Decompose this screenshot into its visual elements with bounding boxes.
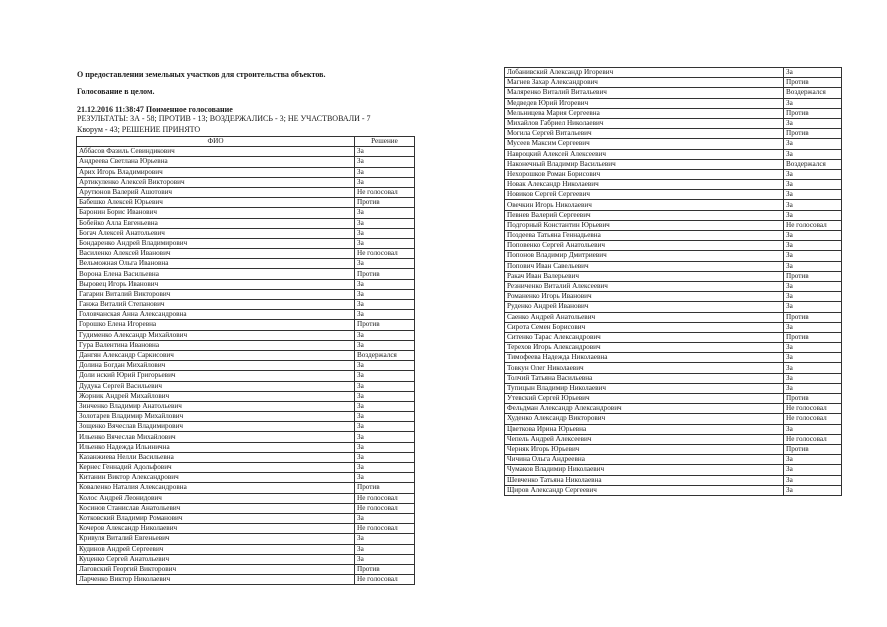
- vote-decision: Против: [784, 394, 842, 404]
- deputy-name: Гура Валентина Ивановна: [77, 340, 355, 350]
- vote-decision: Против: [355, 320, 415, 330]
- deputy-name: Товкун Олег Николаевич: [505, 363, 784, 373]
- vote-decision: Против: [784, 129, 842, 139]
- table-row: [77, 310, 415, 320]
- deputy-name: Бобейко Алла Евгеньевна: [77, 218, 355, 228]
- table-row: [505, 129, 842, 139]
- table-row: [505, 373, 842, 383]
- vote-decision: Против: [784, 271, 842, 281]
- table-row: [505, 139, 842, 149]
- deputy-name: Ильенко Вячеслав Михайлович: [77, 432, 355, 442]
- deputy-name: Кудинов Андрей Сергеевич: [77, 544, 355, 554]
- vote-decision: За: [784, 373, 842, 383]
- table-row: [77, 381, 415, 391]
- deputy-name: Доли нский Юрий Григорьевич: [77, 371, 355, 381]
- deputy-name: Тупицын Владимир Николаевич: [505, 383, 784, 393]
- vote-decision: Не голосовал: [355, 524, 415, 534]
- vote-decision: За: [355, 371, 415, 381]
- deputy-name: Певнев Валерий Сергеевич: [505, 210, 784, 220]
- table-row: [77, 534, 415, 544]
- deputy-name: Романенко Игорь Иванович: [505, 292, 784, 302]
- table-row: [505, 444, 842, 454]
- vote-decision: За: [355, 554, 415, 564]
- vote-decision: Против: [355, 269, 415, 279]
- vote-decision: Против: [784, 312, 842, 322]
- table-header-row: [77, 137, 415, 147]
- table-row: [505, 475, 842, 485]
- table-row: [505, 241, 842, 251]
- vote-decision: Против: [784, 78, 842, 88]
- deputy-name: Кривуля Виталий Евгеньевич: [77, 534, 355, 544]
- deputy-name: Кочеров Александр Николаевич: [77, 524, 355, 534]
- deputy-name: Арутюнов Валерий Ашотович: [77, 187, 355, 197]
- column-header-name: ФИО: [77, 137, 355, 147]
- vote-decision: Не голосовал: [355, 187, 415, 197]
- deputy-name: Ситенко Тарас Александрович: [505, 332, 784, 342]
- vote-decision: За: [355, 463, 415, 473]
- vote-decision: За: [355, 513, 415, 523]
- deputy-name: Попонов Владимир Дмитриевич: [505, 251, 784, 261]
- vote-decision: За: [355, 177, 415, 187]
- deputy-name: Чумаков Владимир Николаевич: [505, 465, 784, 475]
- deputy-name: Тимофеева Надежда Николаевна: [505, 353, 784, 363]
- vote-decision: За: [355, 157, 415, 167]
- vote-decision: За: [355, 401, 415, 411]
- table-row: [77, 320, 415, 330]
- table-row: [77, 157, 415, 167]
- table-row: [505, 434, 842, 444]
- vote-decision: Воздержался: [784, 88, 842, 98]
- table-row: [505, 414, 842, 424]
- deputy-name: Чепель Андрей Алексеевич: [505, 434, 784, 444]
- deputy-name: Вельможная Ольга Ивановна: [77, 259, 355, 269]
- vote-decision: За: [355, 330, 415, 340]
- vote-decision: За: [784, 251, 842, 261]
- vote-decision: За: [355, 300, 415, 310]
- deputy-name: Китанин Виктор Александрович: [77, 473, 355, 483]
- vote-decision: Не голосовал: [784, 220, 842, 230]
- vote-decision: За: [355, 534, 415, 544]
- vote-decision: Воздержался: [784, 159, 842, 169]
- vote-decision: За: [355, 340, 415, 350]
- table-row: [77, 564, 415, 574]
- table-row: [505, 68, 842, 78]
- deputy-name: Терехов Игорь Александрович: [505, 343, 784, 353]
- vote-decision: Против: [784, 444, 842, 454]
- table-row: [505, 200, 842, 210]
- deputy-name: Наконечный Владимир Васильевич: [505, 159, 784, 169]
- table-row: [77, 330, 415, 340]
- table-row: [505, 271, 842, 281]
- table-row: [77, 493, 415, 503]
- deputy-name: Гагарин Виталий Викторович: [77, 289, 355, 299]
- table-row: [505, 231, 842, 241]
- table-row: [505, 363, 842, 373]
- vote-decision: За: [355, 147, 415, 157]
- vote-decision: За: [784, 149, 842, 159]
- deputy-name: Гудименко Александр Михайлович: [77, 330, 355, 340]
- table-row: [505, 485, 842, 495]
- deputy-name: Руденко Андрей Иванович: [505, 302, 784, 312]
- deputy-name: Нехорошков Роман Борисович: [505, 169, 784, 179]
- vote-decision: За: [355, 259, 415, 269]
- deputy-name: Худенко Александр Викторович: [505, 414, 784, 424]
- deputy-name: Дангян Александр Саркисович: [77, 350, 355, 360]
- vote-decision: Против: [355, 564, 415, 574]
- table-row: [77, 208, 415, 218]
- deputy-name: Ильенко Надежда Ильинична: [77, 442, 355, 452]
- table-row: [77, 279, 415, 289]
- table-row: [505, 88, 842, 98]
- table-row: [77, 544, 415, 554]
- deputy-name: Золотарев Владимир Михайлович: [77, 412, 355, 422]
- table-row: [77, 218, 415, 228]
- vote-decision: За: [784, 241, 842, 251]
- table-row: [77, 249, 415, 259]
- deputy-name: Колос Андрей Леонидович: [77, 493, 355, 503]
- vote-decision: За: [355, 473, 415, 483]
- deputy-name: Поздеева Татьяна Геннадьевна: [505, 231, 784, 241]
- table-row: [77, 575, 415, 585]
- table-row: [77, 167, 415, 177]
- deputy-name: Новиков Сергей Сергеевич: [505, 190, 784, 200]
- table-row: [505, 465, 842, 475]
- deputy-name: Черняк Игорь Юрьевич: [505, 444, 784, 454]
- table-row: [77, 452, 415, 462]
- deputy-name: Шевченко Татьяна Николаевна: [505, 475, 784, 485]
- deputy-name: Толчий Татьяна Васильевна: [505, 373, 784, 383]
- table-row: [505, 220, 842, 230]
- vote-decision: За: [784, 190, 842, 200]
- vote-decision: За: [784, 292, 842, 302]
- table-row: [77, 554, 415, 564]
- vote-decision: За: [784, 455, 842, 465]
- vote-time-text: 21.12.2016 11:38:47 Поименное голосование: [77, 105, 233, 114]
- vote-decision: За: [355, 289, 415, 299]
- table-row: [77, 361, 415, 371]
- vote-decision: За: [355, 391, 415, 401]
- vote-decision: За: [784, 322, 842, 332]
- vote-decision: Против: [784, 108, 842, 118]
- table-row: [77, 422, 415, 432]
- table-row: [505, 261, 842, 271]
- vote-decision: Не голосовал: [784, 434, 842, 444]
- table-row: [505, 118, 842, 128]
- vote-decision: За: [784, 343, 842, 353]
- deputy-name: Саенко Андрей Анатольевич: [505, 312, 784, 322]
- deputy-name: Выровец Игорь Иванович: [77, 279, 355, 289]
- vote-decision: За: [784, 200, 842, 210]
- vote-decision: Не голосовал: [355, 493, 415, 503]
- table-row: [505, 180, 842, 190]
- vote-quorum: Кворум - 43; РЕШЕНИЕ ПРИНЯТО: [77, 125, 201, 134]
- vote-table-right: [504, 67, 842, 496]
- vote-decision: Не голосовал: [784, 404, 842, 414]
- table-row: [77, 147, 415, 157]
- vote-decision: За: [355, 279, 415, 289]
- table-row: [505, 383, 842, 393]
- table-row: [505, 424, 842, 434]
- vote-decision: Воздержался: [355, 350, 415, 360]
- table-row: [77, 371, 415, 381]
- table-row: [505, 78, 842, 88]
- table-row: [77, 463, 415, 473]
- deputy-name: Ракач Иван Валерьевич: [505, 271, 784, 281]
- deputy-name: Баронин Борис Иванович: [77, 208, 355, 218]
- vote-decision: За: [355, 310, 415, 320]
- vote-decision: За: [784, 465, 842, 475]
- table-row: [77, 483, 415, 493]
- deputy-name: Горошко Елена Игоревна: [77, 320, 355, 330]
- deputy-name: Поповенко Сергей Анатольевич: [505, 241, 784, 251]
- deputy-name: Подгорный Константин Юрьевич: [505, 220, 784, 230]
- vote-decision: За: [784, 485, 842, 495]
- vote-decision: За: [355, 544, 415, 554]
- table-row: [77, 238, 415, 248]
- deputy-name: Фельдман Александр Александрович: [505, 404, 784, 414]
- table-row: [77, 442, 415, 452]
- vote-decision: За: [784, 68, 842, 78]
- deputy-name: Зощенко Вячеслав Владимирович: [77, 422, 355, 432]
- table-row: [505, 332, 842, 342]
- deputy-name: Попович Иван Савельевич: [505, 261, 784, 271]
- table-row: [77, 198, 415, 208]
- table-row: [77, 350, 415, 360]
- vote-decision: За: [355, 412, 415, 422]
- vote-decision: За: [355, 361, 415, 371]
- table-row: [77, 401, 415, 411]
- deputy-name: Ворона Елена Васильевна: [77, 269, 355, 279]
- deputy-name: Коваленко Наталия Александровна: [77, 483, 355, 493]
- vote-decision: Не голосовал: [355, 249, 415, 259]
- vote-decision: За: [355, 422, 415, 432]
- table-row: [505, 251, 842, 261]
- vote-decision: За: [355, 432, 415, 442]
- deputy-name: Богач Алексей Анатольевич: [77, 228, 355, 238]
- vote-decision: За: [784, 302, 842, 312]
- vote-decision: Не голосовал: [355, 575, 415, 585]
- vote-decision: За: [784, 169, 842, 179]
- vote-decision: За: [355, 381, 415, 391]
- vote-decision: За: [784, 139, 842, 149]
- vote-results: РЕЗУЛЬТАТЫ: ЗА - 58; ПРОТИВ - 13; ВОЗДЕРЖАЛИСЬ - 3; НЕ УЧАСТВОВАЛИ - 7: [77, 114, 371, 123]
- deputy-name: Жорник Андрей Михайлович: [77, 391, 355, 401]
- table-row: [77, 391, 415, 401]
- vote-decision: Не голосовал: [355, 503, 415, 513]
- table-row: [505, 108, 842, 118]
- vote-decision: За: [784, 383, 842, 393]
- deputy-name: Лаговский Георгий Викторович: [77, 564, 355, 574]
- deputy-name: Щиров Александр Сергеевич: [505, 485, 784, 495]
- vote-decision: За: [355, 238, 415, 248]
- deputy-name: Сирота Семен Борисович: [505, 322, 784, 332]
- vote-decision: За: [355, 208, 415, 218]
- deputy-name: Куценко Сергей Анатольевич: [77, 554, 355, 564]
- deputy-name: Михайлов Габриел Николаевич: [505, 118, 784, 128]
- deputy-name: Головчанская Анна Александровна: [77, 310, 355, 320]
- vote-decision: За: [355, 167, 415, 177]
- table-row: [77, 513, 415, 523]
- vote-decision: За: [355, 228, 415, 238]
- table-row: [505, 322, 842, 332]
- table-row: [77, 412, 415, 422]
- deputy-name: Андреева Светлана Юрьевна: [77, 157, 355, 167]
- table-row: [505, 190, 842, 200]
- table-row: [505, 281, 842, 291]
- deputy-name: Бабешко Алексей Юрьевич: [77, 198, 355, 208]
- deputy-name: Косинов Станислав Анатольевич: [77, 503, 355, 513]
- deputy-name: Кернес Геннадий Адольфович: [77, 463, 355, 473]
- table-row: [505, 312, 842, 322]
- document-title: О предоставлении земельных участков для строительства объектов.: [77, 70, 326, 79]
- table-row: [77, 228, 415, 238]
- deputy-name: Ларченко Виктор Николаевич: [77, 575, 355, 585]
- table-row: [505, 353, 842, 363]
- vote-decision: За: [784, 261, 842, 271]
- table-row: [505, 149, 842, 159]
- deputy-name: Овечкин Игорь Николаевич: [505, 200, 784, 210]
- vote-decision: За: [784, 180, 842, 190]
- vote-decision: За: [355, 218, 415, 228]
- vote-decision: Против: [355, 198, 415, 208]
- table-row: [505, 343, 842, 353]
- deputy-name: Утевский Сергей Юрьевич: [505, 394, 784, 404]
- table-row: [77, 289, 415, 299]
- deputy-name: Могила Сергей Витальевич: [505, 129, 784, 139]
- table-row: [505, 394, 842, 404]
- table-row: [77, 503, 415, 513]
- deputy-name: Аббасов Фазиль Севиндикович: [77, 147, 355, 157]
- deputy-name: Магнев Захар Александрович: [505, 78, 784, 88]
- document-subtitle: Голосование в целом.: [77, 87, 155, 96]
- deputy-name: Бондаренко Андрей Владимирович: [77, 238, 355, 248]
- table-row: [77, 340, 415, 350]
- table-row: [77, 300, 415, 310]
- table-row: [505, 169, 842, 179]
- vote-decision: За: [784, 353, 842, 363]
- table-row: [505, 159, 842, 169]
- vote-decision: За: [784, 475, 842, 485]
- vote-table-left: [76, 136, 415, 585]
- vote-decision: За: [784, 210, 842, 220]
- deputy-name: Казанжиева Нелли Васильевна: [77, 452, 355, 462]
- vote-decision: За: [784, 118, 842, 128]
- deputy-name: Котковский Владимир Романович: [77, 513, 355, 523]
- deputy-name: Зинченко Владимир Анатольевич: [77, 401, 355, 411]
- table-row: [77, 259, 415, 269]
- deputy-name: Мусеев Максим Сергеевич: [505, 139, 784, 149]
- table-row: [77, 524, 415, 534]
- deputy-name: Новак Александр Николаевич: [505, 180, 784, 190]
- vote-decision: За: [784, 424, 842, 434]
- table-row: [77, 187, 415, 197]
- deputy-name: Ганжа Виталий Степанович: [77, 300, 355, 310]
- deputy-name: Василенко Алексей Иванович: [77, 249, 355, 259]
- table-row: [505, 455, 842, 465]
- vote-decision: За: [784, 363, 842, 373]
- column-header-decision: Решение: [355, 137, 415, 147]
- deputy-name: Цветкова Ирина Юрьевна: [505, 424, 784, 434]
- table-row: [505, 292, 842, 302]
- table-row: [505, 302, 842, 312]
- table-row: [505, 210, 842, 220]
- deputy-name: Чичина Ольга Андреевна: [505, 455, 784, 465]
- vote-decision: За: [355, 452, 415, 462]
- deputy-name: Резниченко Виталий Алексеевич: [505, 281, 784, 291]
- deputy-name: Арих Игорь Владимирович: [77, 167, 355, 177]
- vote-decision: За: [784, 98, 842, 108]
- deputy-name: Мельницева Мария Сергеевна: [505, 108, 784, 118]
- deputy-name: Долина Богдан Михайлович: [77, 361, 355, 371]
- table-row: [505, 404, 842, 414]
- vote-decision: Против: [355, 483, 415, 493]
- deputy-name: Медведев Юрий Игоревич: [505, 98, 784, 108]
- deputy-name: Маляренко Виталий Витальевич: [505, 88, 784, 98]
- table-row: [77, 269, 415, 279]
- vote-decision: Против: [784, 332, 842, 342]
- deputy-name: Артикуленко Алексей Викторович: [77, 177, 355, 187]
- vote-decision: За: [784, 281, 842, 291]
- deputy-name: Навроцкий Алексей Алексеевич: [505, 149, 784, 159]
- deputy-name: Лобанивский Александр Игоревич: [505, 68, 784, 78]
- vote-decision: Не голосовал: [784, 414, 842, 424]
- table-row: [77, 432, 415, 442]
- table-row: [77, 473, 415, 483]
- vote-decision: За: [784, 231, 842, 241]
- deputy-name: Дудука Сергей Васильевич: [77, 381, 355, 391]
- table-row: [505, 98, 842, 108]
- table-row: [77, 177, 415, 187]
- vote-decision: За: [355, 442, 415, 452]
